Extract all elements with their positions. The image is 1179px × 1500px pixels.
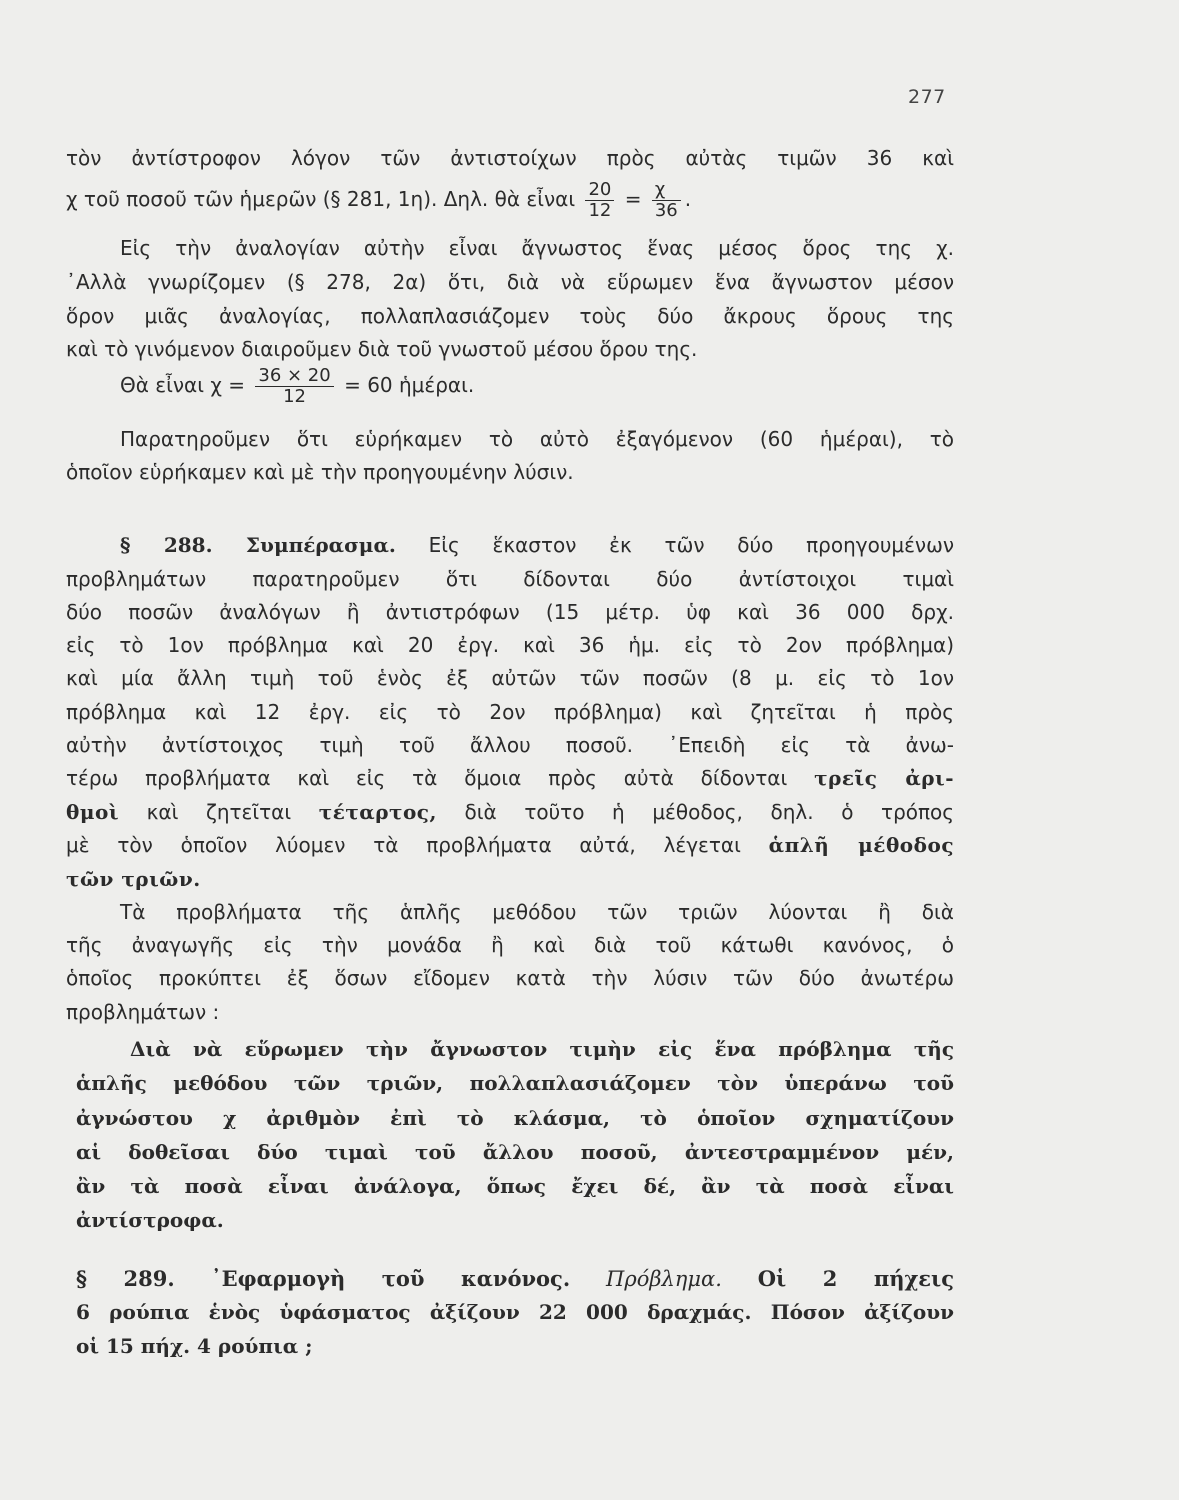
text-line <box>66 830 954 860</box>
text-fragment: τέρω προβλήματα καὶ εἰς τὰ ὅμοια πρὸς αὐτὰ δίδονται <box>66 766 788 790</box>
text-line: ὅρον μιᾶς ἀναλογίας, πολλαπλασιάζομεν τοὺς δύο ἄκρους ὅρους της <box>66 304 954 328</box>
text-line <box>66 797 954 827</box>
equation-prefix: Θὰ εἶναι χ = <box>120 373 246 397</box>
emphasis: θμοὶ <box>66 800 119 824</box>
problem-line: 6 ρούπια ἑνὸς ὑφάσματος ἀξίζουν 22 000 δραχμάς. Πόσον ἀξίζουν <box>76 1300 954 1324</box>
period: . <box>684 187 692 211</box>
rule-line: αἱ δοθεῖσαι δύο τιμαὶ τοῦ ἄλλου ποσοῦ, ἀντεστραμμένον μέν, <box>76 1140 954 1164</box>
fraction-36x20-over-12 <box>255 366 333 407</box>
text-fragment: χ τοῦ ποσοῦ τῶν ἡμερῶν (§ 281, 1η). Δηλ. θὰ εἶναι <box>66 187 576 211</box>
fraction-20-over-12 <box>585 180 614 221</box>
text-line: τὸν ἀντίστροφον λόγον τῶν ἀντιστοίχων πρὸς αὐτὰς τιμῶν 36 καὶ <box>66 146 954 170</box>
text-fragment: καὶ ζητεῖται <box>146 800 292 824</box>
text-line-emphasis: τῶν τριῶν. <box>66 867 201 891</box>
text-line <box>66 763 954 793</box>
text-line: ὁποῖος προκύπτει ἐξ ὅσων εἴδομεν κατὰ τὴν λύσιν τῶν δύο ἀνωτέρω <box>66 966 954 990</box>
text-line: Τὰ προβλήματα τῆς ἁπλῆς μεθόδου τῶν τριῶν λύονται ἢ διὰ <box>120 900 954 924</box>
text-line: εἰς τὸ 1ον πρόβλημα καὶ 20 ἐργ. καὶ 36 ἡμ. εἰς τὸ 2ον πρόβλημα) <box>66 633 954 657</box>
equation-suffix: = 60 ἡμέραι. <box>344 373 475 397</box>
text-fragment: Εἰς ἕκαστον ἐκ τῶν δύο προηγουμένων <box>428 533 955 557</box>
page-number: 277 <box>908 86 946 108</box>
section-heading: § 289. ᾿Εφαρμογὴ τοῦ κανόνος. <box>76 1266 571 1291</box>
text-line: Παρατηροῦμεν ὅτι εὑρήκαμεν τὸ αὐτὸ ἐξαγόμενον (60 ἡμέραι), τὸ <box>120 427 954 451</box>
text-line: ὁποῖον εὑρήκαμεν καὶ μὲ τὴν προηγουμένην λύσιν. <box>66 460 574 484</box>
fraction-numerator: χ <box>652 180 681 201</box>
text-line: καὶ μία ἄλλη τιμὴ τοῦ ἑνὸς ἐξ αὐτῶν τῶν ποσῶν (8 μ. εἰς τὸ 1ον <box>66 666 954 690</box>
problem-line: οἱ 15 πήχ. 4 ρούπια ; <box>76 1334 313 1358</box>
emphasis: τέταρτος, <box>318 800 437 824</box>
text-line: καὶ τὸ γινόμενον διαιροῦμεν διὰ τοῦ γνωστοῦ μέσου ὅρου της. <box>66 337 698 361</box>
fraction-denominator: 12 <box>588 200 612 221</box>
section-heading: § 288. Συμπέρασμα. <box>120 533 396 557</box>
text-line: προβλημάτων παρατηροῦμεν ὅτι δίδονται δύο ἀντίστοιχοι τιμαὶ <box>66 567 954 591</box>
section-289-first-line <box>76 1264 954 1294</box>
text-line-with-proportion <box>66 180 954 221</box>
text-fragment: μὲ τὸν ὁποῖον λύομεν τὰ προβλήματα αὐτά, λέγεται <box>66 833 741 857</box>
rule-line: ἀντίστροφα. <box>76 1208 224 1232</box>
text-fragment: Οἱ 2 πήχεις <box>757 1266 954 1291</box>
text-line: τῆς ἀναγωγῆς εἰς τὴν μονάδα ἢ καὶ διὰ τοῦ κάτωθι κανόνος, ὁ <box>66 933 954 957</box>
fraction-x-over-36 <box>652 180 681 221</box>
rule-line: Διὰ νὰ εὕρωμεν τὴν ἄγνωστον τιμὴν εἰς ἕνα πρόβλημα τῆς <box>130 1037 954 1061</box>
rule-line: ἁπλῆς μεθόδου τῶν τριῶν, πολλαπλασιάζομεν τὸν ὑπεράνω τοῦ <box>76 1071 954 1095</box>
equation-x-equals-60 <box>120 366 474 407</box>
rule-line: ἀγνώστου χ ἀριθμὸν ἐπὶ τὸ κλάσμα, τὸ ὁποῖον σχηματίζουν <box>76 1106 954 1130</box>
fraction-denominator: 36 <box>654 200 678 221</box>
emphasis: τρεῖς ἀρι- <box>814 766 955 790</box>
fraction-numerator: 36 × 20 <box>255 366 333 387</box>
text-line: ᾿Αλλὰ γνωρίζομεν (§ 278, 2α) ὅτι, διὰ νὰ εὕρωμεν ἕνα ἄγνωστον μέσον <box>66 270 954 294</box>
fraction-numerator: 20 <box>585 180 614 201</box>
text-line: προβλημάτων : <box>66 1000 220 1024</box>
emphasis: ἁπλῆ μέθοδος <box>768 833 955 857</box>
fraction-denominator: 12 <box>283 386 306 407</box>
section-288-first-line <box>120 530 954 560</box>
text-line: δύο ποσῶν ἀναλόγων ἢ ἀντιστρόφων (15 μέτρ. ὑφ καὶ 36 000 δρχ. <box>66 600 954 624</box>
text-line: αὐτὴν ἀντίστοιχος τιμὴ τοῦ ἄλλου ποσοῦ. ᾿Επειδὴ εἰς τὰ ἀνω- <box>66 733 954 757</box>
text-fragment: διὰ τοῦτο ἡ μέθοδος, δηλ. ὁ τρόπος <box>464 800 955 824</box>
equals-sign: = <box>624 187 642 211</box>
rule-line: ἂν τὰ ποσὰ εἶναι ἀνάλογα, ὅπως ἔχει δέ, ἂν τὰ ποσὰ εἶναι <box>76 1174 954 1198</box>
text-line: πρόβλημα καὶ 12 ἐργ. εἰς τὸ 2ον πρόβλημα) καὶ ζητεῖται ἡ πρὸς <box>66 700 954 724</box>
text-line: Εἰς τὴν ἀναλογίαν αὐτὴν εἶναι ἄγνωστος ἕνας μέσος ὅρος της χ. <box>120 236 954 260</box>
problem-label: Πρόβλημα. <box>606 1267 722 1291</box>
